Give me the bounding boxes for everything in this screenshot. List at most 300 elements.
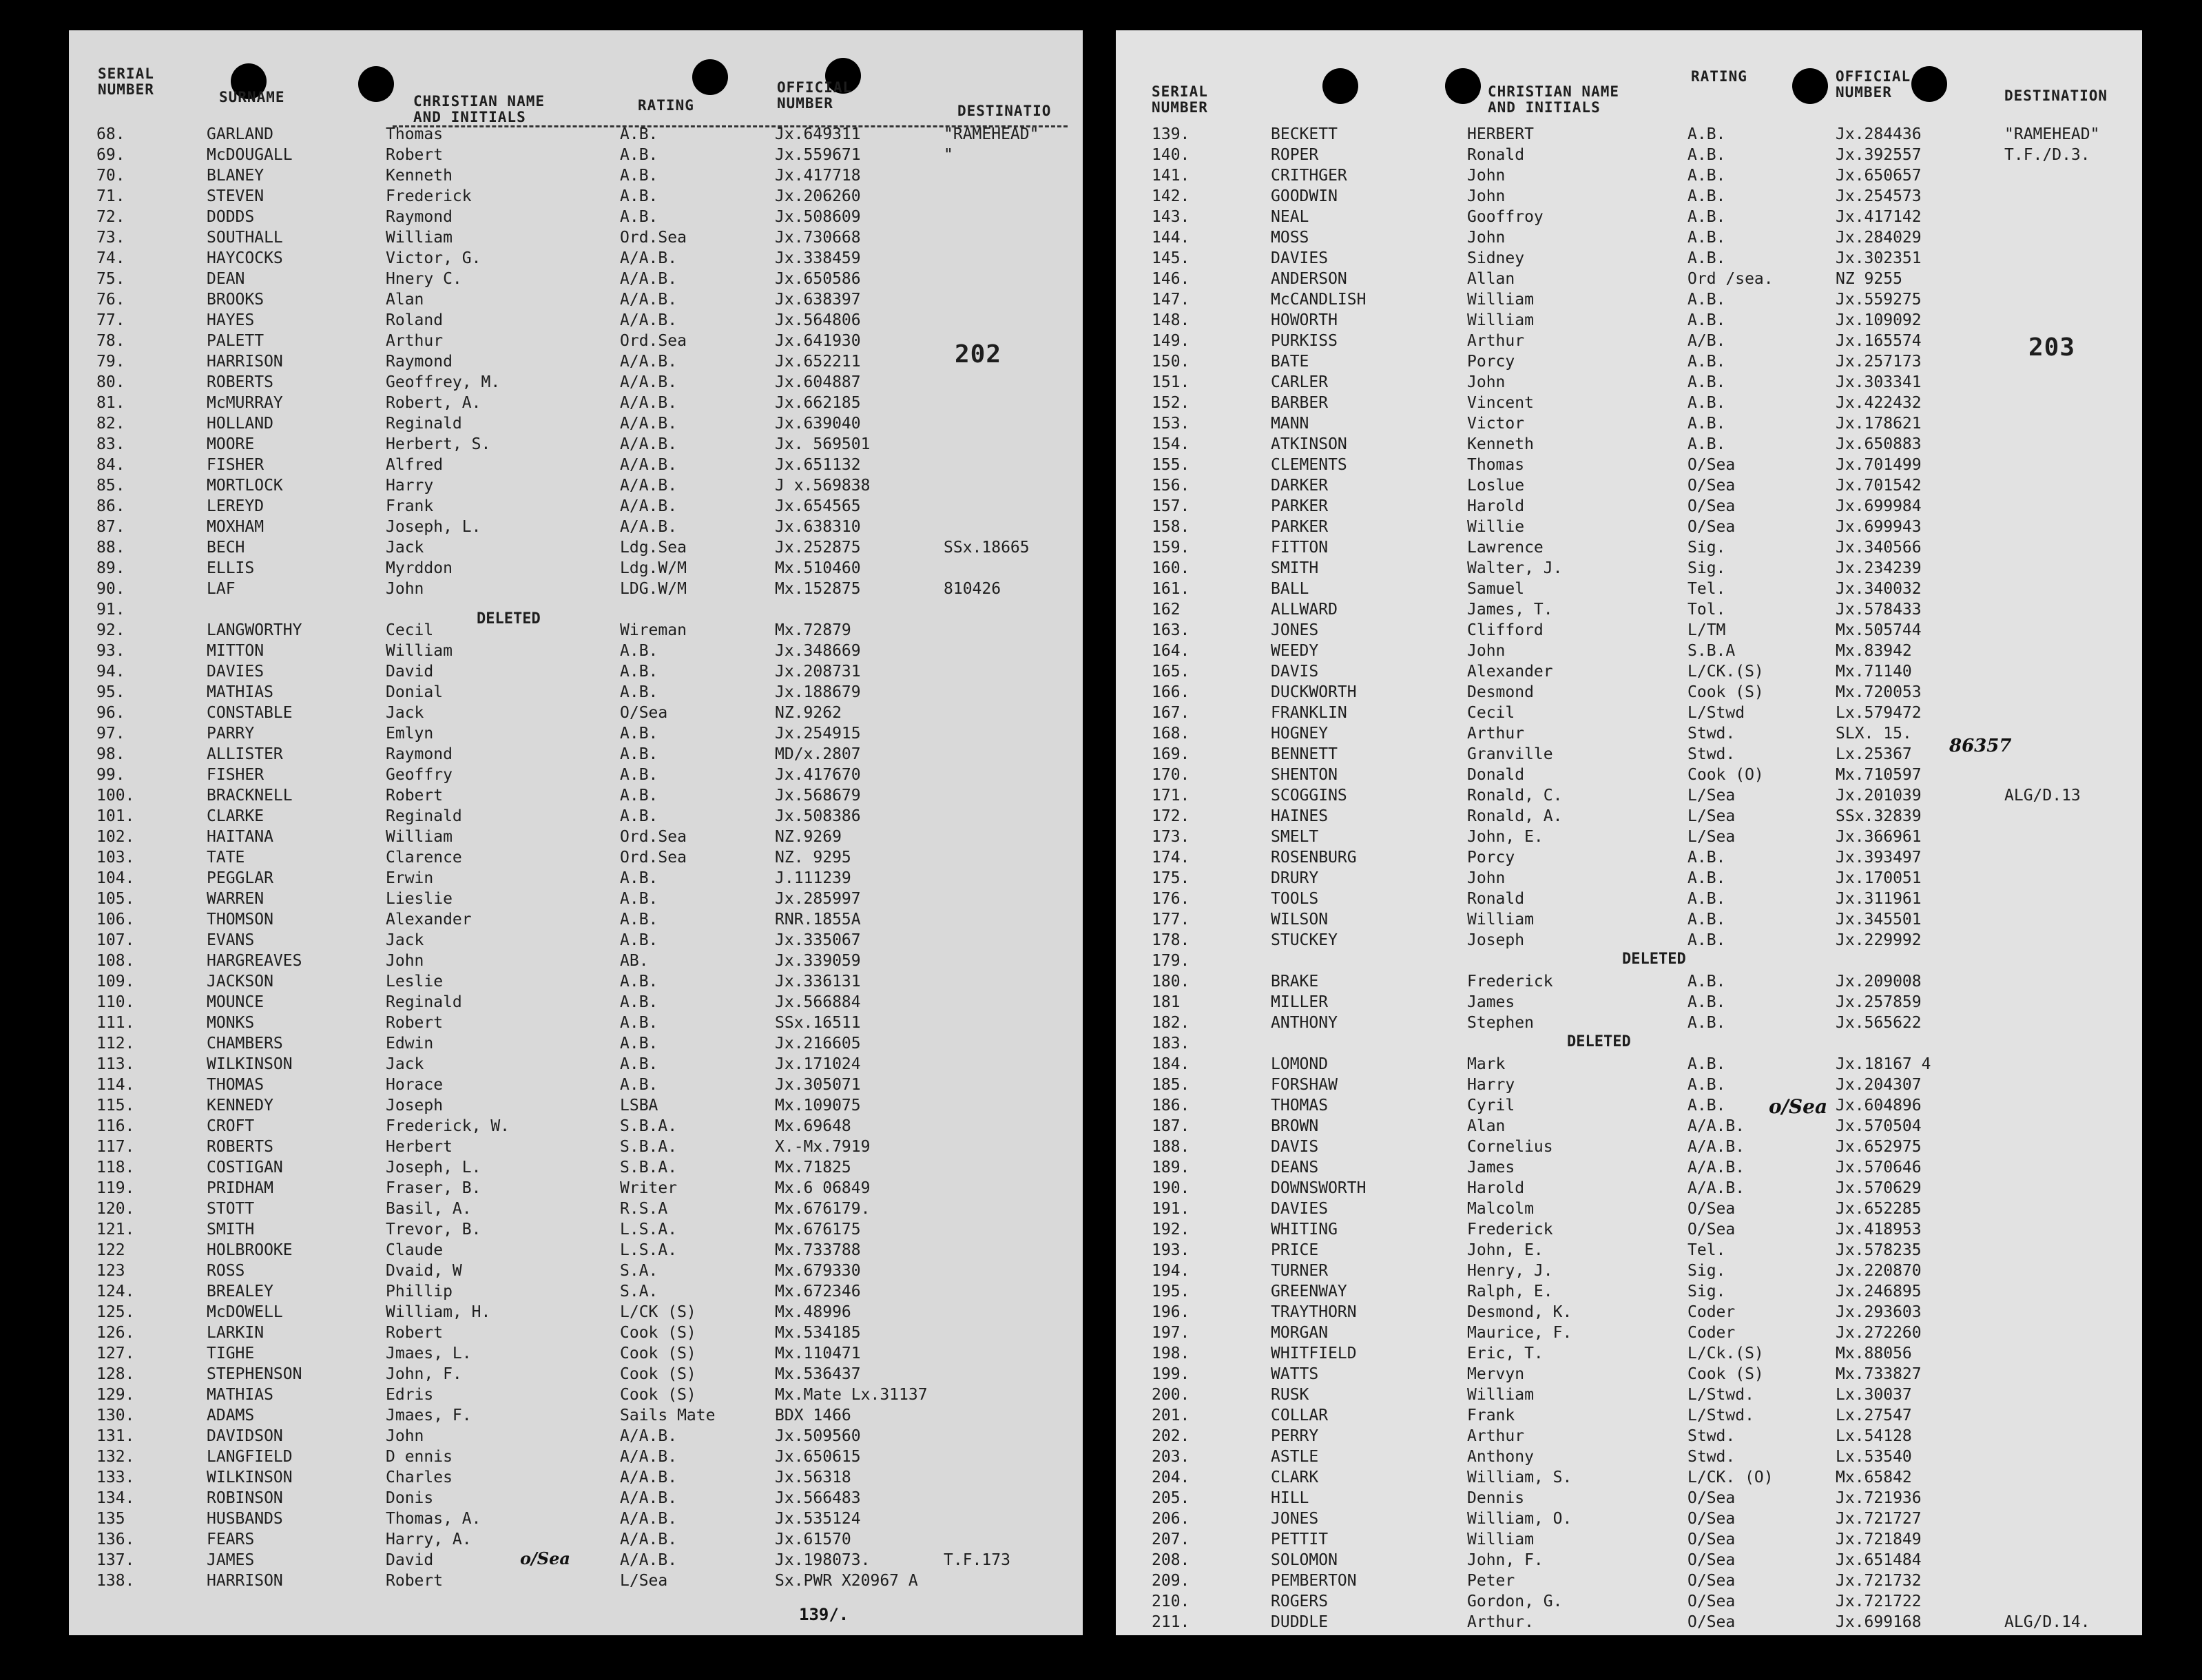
official-number: NZ. 9295 — [775, 849, 851, 867]
official-number: Jx.170051 — [1836, 869, 1922, 887]
rating: LSBA — [620, 1097, 658, 1114]
table-row — [1116, 1405, 2142, 1426]
christian-name: Lieslie — [386, 890, 453, 908]
christian-name: Samuel — [1467, 580, 1525, 598]
official-number: Jx.652975 — [1836, 1138, 1922, 1156]
table-row — [69, 1529, 1083, 1550]
table-row — [1116, 1508, 2142, 1529]
rating: O/Sea — [1687, 456, 1736, 474]
christian-name: Roland — [386, 311, 444, 329]
rating: A.B. — [1687, 931, 1726, 949]
rating: Sails Mate — [620, 1407, 716, 1424]
christian-name: Victor, G. — [386, 249, 481, 267]
serial-number: 178. — [1152, 931, 1190, 949]
rating: A.B. — [620, 683, 658, 701]
rating: Ldg.W/M — [620, 559, 687, 577]
official-number: Lx.579472 — [1836, 704, 1922, 722]
serial-number: 186. — [1152, 1097, 1190, 1114]
rating: A/A.B. — [620, 518, 678, 536]
rating: A.B. — [1687, 249, 1726, 267]
christian-name: Herbert, S. — [386, 435, 491, 453]
serial-number: 154. — [1152, 435, 1190, 453]
table-row — [69, 1075, 1083, 1095]
christian-name: Harry, A. — [386, 1531, 472, 1548]
rating: L.S.A. — [620, 1241, 678, 1259]
serial-number: 210. — [1152, 1593, 1190, 1610]
rating: L.S.A. — [620, 1221, 678, 1238]
rating: O/Sea — [1687, 1221, 1736, 1238]
serial-number: 163. — [1152, 621, 1190, 639]
serial-number: 167. — [1152, 704, 1190, 722]
christian-name: Walter, J. — [1467, 559, 1563, 577]
rating: O/Sea — [1687, 1531, 1736, 1548]
table-row — [69, 661, 1083, 682]
official-number: J x.569838 — [775, 477, 871, 495]
christian-name: Allan — [1467, 270, 1515, 288]
christian-name: William — [386, 229, 453, 247]
table-row — [69, 558, 1083, 579]
rating: L/Sea — [1687, 787, 1736, 805]
serial-number: 145. — [1152, 249, 1190, 267]
surname: MATHIAS — [207, 1386, 273, 1404]
serial-number: 122 — [96, 1241, 125, 1259]
table-row — [1116, 971, 2142, 992]
serial-number: 101. — [96, 807, 135, 825]
official-number: Jx.348669 — [775, 642, 861, 660]
rating: A/A.B. — [1687, 1117, 1745, 1135]
table-row — [1116, 847, 2142, 868]
rating: O/Sea — [1687, 1593, 1736, 1610]
table-row — [1116, 930, 2142, 951]
surname: MONKS — [207, 1014, 255, 1032]
serial-number: 189. — [1152, 1159, 1190, 1176]
serial-number: 199. — [1152, 1365, 1190, 1383]
rating: Sig. — [1687, 539, 1726, 557]
surname: PRICE — [1271, 1241, 1319, 1259]
rating: A.B. — [620, 1035, 658, 1052]
table-row — [69, 703, 1083, 723]
serial-number: 209. — [1152, 1572, 1190, 1590]
table-row — [69, 1570, 1083, 1591]
official-number: Jx.257859 — [1836, 993, 1922, 1011]
rating: Stwd. — [1687, 745, 1736, 763]
surname: EVANS — [207, 931, 255, 949]
table-row — [69, 889, 1083, 909]
christian-name: David — [386, 663, 434, 681]
serial-number: 211. — [1152, 1613, 1190, 1631]
official-number: Jx.417718 — [775, 167, 861, 185]
deleted-note: DELETED — [477, 610, 541, 628]
surname: HARRISON — [207, 1572, 283, 1590]
surname: TRAYTHORN — [1271, 1303, 1357, 1321]
rating: A.B. — [620, 931, 658, 949]
table-row — [1116, 579, 2142, 599]
serial-number: 200. — [1152, 1386, 1190, 1404]
surname: FISHER — [207, 456, 264, 474]
table-row — [1116, 186, 2142, 207]
table-row — [1116, 868, 2142, 889]
rating: O/Sea — [1687, 1572, 1736, 1590]
official-number: Mx.Mate Lx.31137 — [775, 1386, 928, 1404]
christian-name: Alan — [1467, 1117, 1506, 1135]
surname: HAINES — [1271, 807, 1329, 825]
table-row — [1116, 1075, 2142, 1095]
rating: O/Sea — [1687, 518, 1736, 536]
header-destination: DESTINATION — [2004, 87, 2108, 104]
christian-name: HERBERT — [1467, 125, 1534, 143]
table-row — [69, 1178, 1083, 1199]
serial-number: 85. — [96, 477, 125, 495]
surname: BARBER — [1271, 394, 1329, 412]
surname: SOUTHALL — [207, 229, 283, 247]
official-number: Jx.340032 — [1836, 580, 1922, 598]
rating: A.B. — [1687, 1014, 1726, 1032]
surname: RUSK — [1271, 1386, 1309, 1404]
table-row — [69, 723, 1083, 744]
rating: A.B. — [620, 642, 658, 660]
surname: GREENWAY — [1271, 1283, 1347, 1300]
serial-number: 183. — [1152, 1035, 1190, 1052]
rating: A/A.B. — [620, 249, 678, 267]
rating: Ord.Sea — [620, 229, 687, 247]
table-row — [1116, 517, 2142, 537]
official-number: Mx.536437 — [775, 1365, 861, 1383]
surname: McCANDLISH — [1271, 291, 1367, 309]
surname: DODDS — [207, 208, 255, 226]
official-number: Jx.604887 — [775, 373, 861, 391]
table-row — [69, 868, 1083, 889]
official-number: Jx.662185 — [775, 394, 861, 412]
punch-hole — [358, 66, 394, 102]
table-row — [69, 165, 1083, 186]
rating: A/A.B. — [620, 1551, 678, 1569]
table-row — [1116, 1261, 2142, 1281]
christian-name: Charles — [386, 1469, 453, 1486]
serial-number: 126. — [96, 1324, 135, 1342]
rating: O/Sea — [1687, 1510, 1736, 1528]
table-row — [1116, 765, 2142, 785]
christian-name: William — [386, 828, 453, 846]
serial-number: 165. — [1152, 663, 1190, 681]
table-row — [69, 393, 1083, 413]
table-row — [1116, 661, 2142, 682]
surname: HOGNEY — [1271, 725, 1329, 743]
surname: PEGGLAR — [207, 869, 273, 887]
surname: ROBINSON — [207, 1489, 283, 1507]
table-row — [69, 1137, 1083, 1157]
official-number: NZ.9269 — [775, 828, 842, 846]
rating: A.B. — [620, 187, 658, 205]
christian-name: Clifford — [1467, 621, 1544, 639]
page-footer: 139/. — [799, 1605, 849, 1624]
christian-name: Robert — [386, 146, 444, 164]
surname: DUDDLE — [1271, 1613, 1329, 1631]
rating: A/A.B. — [620, 1510, 678, 1528]
christian-name: William — [1467, 911, 1534, 929]
serial-number: 181 — [1152, 993, 1181, 1011]
surname: HUSBANDS — [207, 1510, 283, 1528]
rating: AB. — [620, 952, 649, 970]
rating: A.B. — [1687, 869, 1726, 887]
christian-name: Cyril — [1467, 1097, 1515, 1114]
table-row — [1116, 1364, 2142, 1385]
official-number: Mx.69648 — [775, 1117, 851, 1135]
table-row — [69, 641, 1083, 661]
christian-name: Jack — [386, 704, 424, 722]
table-row — [69, 827, 1083, 847]
table-row — [1116, 1013, 2142, 1033]
official-number: Jx.208731 — [775, 663, 861, 681]
christian-name: Raymond — [386, 353, 453, 371]
surname: WILKINSON — [207, 1469, 293, 1486]
rating: A.B. — [620, 993, 658, 1011]
christian-name: Harry — [386, 477, 434, 495]
surname: HAYCOCKS — [207, 249, 283, 267]
surname: DARKER — [1271, 477, 1329, 495]
table-row — [69, 1157, 1083, 1178]
christian-name: Robert — [386, 787, 444, 805]
christian-name: William — [386, 642, 453, 660]
rating: A.B. — [620, 973, 658, 991]
official-number: Jx.417142 — [1836, 208, 1922, 226]
punch-hole — [692, 59, 728, 95]
christian-name: Dvaid, W — [386, 1262, 462, 1280]
official-number: Jx.639040 — [775, 415, 861, 433]
official-number: SSx.16511 — [775, 1014, 861, 1032]
christian-name: Jmaes, F. — [386, 1407, 472, 1424]
rating: A/A.B. — [620, 1531, 678, 1548]
table-row — [69, 227, 1083, 248]
serial-number: 123 — [96, 1262, 125, 1280]
table-row — [1116, 1550, 2142, 1570]
surname: WHITING — [1271, 1221, 1338, 1238]
rating: O/Sea — [1687, 497, 1736, 515]
serial-number: 88. — [96, 539, 125, 557]
serial-number: 184. — [1152, 1055, 1190, 1073]
official-number: Lx.54128 — [1836, 1427, 1912, 1445]
serial-number: 157. — [1152, 497, 1190, 515]
official-number: Mx.71140 — [1836, 663, 1912, 681]
christian-name: Jack — [386, 931, 424, 949]
christian-name: Frederick — [386, 187, 472, 205]
surname: HARRISON — [207, 353, 283, 371]
serial-number: 142. — [1152, 187, 1190, 205]
surname: McDOWELL — [207, 1303, 283, 1321]
surname: JONES — [1271, 621, 1319, 639]
official-number: Jx.204307 — [1836, 1076, 1922, 1094]
serial-number: 177. — [1152, 911, 1190, 929]
table-row — [69, 1467, 1083, 1488]
table-row — [1116, 1137, 2142, 1157]
official-number: Jx.570646 — [1836, 1159, 1922, 1176]
official-number: Mx.510460 — [775, 559, 861, 577]
serial-number: 156. — [1152, 477, 1190, 495]
christian-name: Thomas, A. — [386, 1510, 481, 1528]
rating: A/A.B. — [620, 394, 678, 412]
surname: MORGAN — [1271, 1324, 1329, 1342]
table-row — [1116, 806, 2142, 827]
table-row — [1116, 310, 2142, 331]
serial-number: 103. — [96, 849, 135, 867]
rating: A/A.B. — [1687, 1138, 1745, 1156]
table-row — [69, 1364, 1083, 1385]
official-number: J.111239 — [775, 869, 851, 887]
official-number: Jx.209008 — [1836, 973, 1922, 991]
official-number: Jx.578433 — [1836, 601, 1922, 619]
christian-name: John — [1467, 642, 1506, 660]
serial-number: 95. — [96, 683, 125, 701]
table-row — [1116, 1178, 2142, 1199]
rating: A.B. — [1687, 146, 1726, 164]
official-number: Jx.254915 — [775, 725, 861, 743]
surname: KENNEDY — [207, 1097, 273, 1114]
official-number: NZ 9255 — [1836, 270, 1902, 288]
header-official-number: OFFICIAL NUMBER — [777, 79, 853, 112]
serial-number: 114. — [96, 1076, 135, 1094]
serial-number: 87. — [96, 518, 125, 536]
christian-name: Jmaes, L. — [386, 1345, 472, 1362]
table-row — [1116, 1446, 2142, 1467]
surname: BATE — [1271, 353, 1309, 371]
christian-name: James — [1467, 993, 1515, 1011]
surname: SCOGGINS — [1271, 787, 1347, 805]
christian-name: Edris — [386, 1386, 434, 1404]
christian-name: Sidney — [1467, 249, 1525, 267]
christian-name: Ronald, C. — [1467, 787, 1563, 805]
surname: JONES — [1271, 1510, 1319, 1528]
rating: Coder — [1687, 1324, 1736, 1342]
rating: Ord.Sea — [620, 332, 687, 350]
christian-name: Vincent — [1467, 394, 1534, 412]
surname: HOWORTH — [1271, 311, 1338, 329]
rating: Cook (S) — [620, 1386, 696, 1404]
christian-name: John — [1467, 187, 1506, 205]
official-number: Jx.339059 — [775, 952, 861, 970]
christian-name: Maurice, F. — [1467, 1324, 1572, 1342]
official-number: Jx.206260 — [775, 187, 861, 205]
table-row — [69, 1446, 1083, 1467]
table-row — [69, 475, 1083, 496]
serial-number: 196. — [1152, 1303, 1190, 1321]
christian-name: Kenneth — [386, 167, 453, 185]
official-number: SSx.32839 — [1836, 807, 1922, 825]
surname: FEARS — [207, 1531, 255, 1548]
christian-name: Eric, T. — [1467, 1345, 1544, 1362]
punch-hole — [1322, 68, 1358, 104]
official-number: Jx.252875 — [775, 539, 861, 557]
rating: S.B.A. — [620, 1159, 678, 1176]
surname: WARREN — [207, 890, 264, 908]
christian-name: Desmond — [1467, 683, 1534, 701]
official-number: Jx.246895 — [1836, 1283, 1922, 1300]
official-number: Jx.699984 — [1836, 497, 1922, 515]
christian-name: Geoffrey, M. — [386, 373, 501, 391]
left-page — [69, 30, 1083, 1635]
rating: Writer — [620, 1179, 678, 1197]
serial-number: 102. — [96, 828, 135, 846]
serial-number: 140. — [1152, 146, 1190, 164]
page-number: 202 — [955, 340, 1002, 369]
christian-name: John, F. — [386, 1365, 462, 1383]
serial-number: 141. — [1152, 167, 1190, 185]
official-number: Jx.721936 — [1836, 1489, 1922, 1507]
table-row — [1116, 641, 2142, 661]
serial-number: 166. — [1152, 683, 1190, 701]
rating: A.B. — [1687, 291, 1726, 309]
official-number: Jx.284029 — [1836, 229, 1922, 247]
surname: SMITH — [1271, 559, 1319, 577]
serial-number: 153. — [1152, 415, 1190, 433]
serial-number: 185. — [1152, 1076, 1190, 1094]
christian-name: Gooffroy — [1467, 208, 1544, 226]
surname: ASTLE — [1271, 1448, 1319, 1466]
surname: STUCKEY — [1271, 931, 1338, 949]
deleted-note: DELETED — [1567, 1033, 1631, 1050]
surname: NEAL — [1271, 208, 1309, 226]
table-row — [1116, 1385, 2142, 1405]
official-number: RNR.1855A — [775, 911, 861, 929]
official-number: Jx.56318 — [775, 1469, 851, 1486]
table-row — [69, 579, 1083, 599]
rating: O/Sea — [1687, 1551, 1736, 1569]
surname: PRIDHAM — [207, 1179, 273, 1197]
christian-name: James — [1467, 1159, 1515, 1176]
table-row — [69, 1302, 1083, 1323]
christian-name: Ralph, E. — [1467, 1283, 1553, 1300]
table-row — [69, 186, 1083, 207]
table-row — [1116, 331, 2142, 351]
serial-number: 108. — [96, 952, 135, 970]
rating: A.B. — [620, 725, 658, 743]
christian-name: Harold — [1467, 497, 1525, 515]
table-row — [69, 1488, 1083, 1508]
serial-number: 193. — [1152, 1241, 1190, 1259]
serial-number: 94. — [96, 663, 125, 681]
christian-name: Harry — [1467, 1076, 1515, 1094]
rating: A.B. — [1687, 394, 1726, 412]
rating: L/Stwd. — [1687, 1407, 1754, 1424]
table-row — [69, 930, 1083, 951]
official-number: Jx.178621 — [1836, 415, 1922, 433]
surname: WILKINSON — [207, 1055, 293, 1073]
serial-number: 146. — [1152, 270, 1190, 288]
official-number: Jx.234239 — [1836, 559, 1922, 577]
rating: Ord.Sea — [620, 849, 687, 867]
rating: Cook (S) — [620, 1324, 696, 1342]
serial-number: 115. — [96, 1097, 135, 1114]
table-row — [1116, 1323, 2142, 1343]
serial-number: 139. — [1152, 125, 1190, 143]
table-row — [1116, 537, 2142, 558]
surname: ATKINSON — [1271, 435, 1347, 453]
rating: Cook (S) — [1687, 1365, 1764, 1383]
official-number: Jx.311961 — [1836, 890, 1922, 908]
surname: McDOUGALL — [207, 146, 293, 164]
serial-number: 171. — [1152, 787, 1190, 805]
christian-name: Arthur — [386, 332, 444, 350]
serial-number: 82. — [96, 415, 125, 433]
surname: PETTIT — [1271, 1531, 1329, 1548]
rating: L/CK (S) — [620, 1303, 696, 1321]
table-row — [69, 434, 1083, 455]
surname: McMURRAY — [207, 394, 283, 412]
christian-name: John — [386, 1427, 424, 1445]
surname: FORSHAW — [1271, 1076, 1338, 1094]
official-number: Jx.418953 — [1836, 1221, 1922, 1238]
official-number: Lx.30037 — [1836, 1386, 1912, 1404]
table-row — [1116, 475, 2142, 496]
christian-name: Robert — [386, 1014, 444, 1032]
